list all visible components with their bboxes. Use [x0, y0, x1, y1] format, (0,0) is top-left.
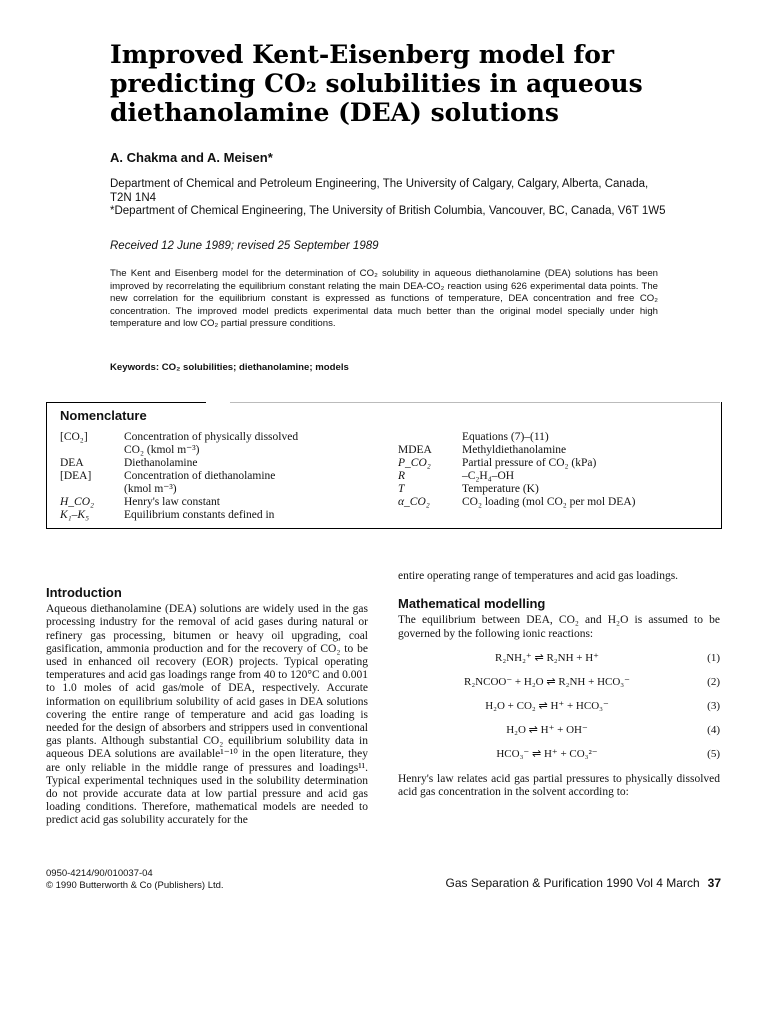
footer-left — [46, 868, 224, 892]
nomenclature-right-column — [398, 431, 716, 509]
nomenclature-entry — [60, 509, 360, 522]
nomenclature-symbol: DEA — [60, 457, 84, 469]
nomenclature-symbol — [60, 483, 124, 496]
left-column — [46, 586, 368, 828]
nomenclature-entry — [398, 431, 716, 444]
affiliations — [110, 178, 670, 219]
equation-2 — [398, 671, 720, 695]
affiliation-1: Department of Chemical and Petroleum Engineering, The University of Calgary, Calgary, Alberta, Canada, T2N 1N4 — [110, 178, 649, 204]
footer-right — [395, 876, 721, 890]
nomenclature-symbol: T — [398, 483, 405, 495]
nomenclature-entry — [398, 444, 716, 457]
paper-title: Improved Kent-Eisenberg model for predicting CO₂ solubilities in aqueous diethanolamine (DEA) solutions — [110, 40, 643, 127]
nomenclature-entry — [60, 483, 360, 496]
equation-number: (1) — [707, 652, 720, 665]
keywords — [110, 362, 349, 373]
equation-number: (3) — [707, 700, 720, 713]
introduction-heading: Introduction — [46, 585, 122, 600]
nomenclature-definition: Henry's law constant — [124, 496, 220, 508]
introduction-text: Aqueous diethanolamine (DEA) solutions are widely used in the gas processing industry for the removal of acid gases during natural or refinery gas processing, bitumen or heavy oil upgrading, coal gasification, ammonia production and for the recovery of CO₂ to be used in enhanced oil recovery (EOR) projects. Typical operating temperatures and acid gas loadings range from 40 to 120°C and 0.001 to 1.0 moles of acid gas/mole of DEA, respectively. Accurate information on equilibrium solubility of acid gases in DEA solutions covering the entire range of temperature and acid gas loading is needed for the design of absorbers and strippers used in conventional gas plants. Although substantial CO₂ equilibrium solubility data in aqueous DEA solutions are available¹⁻¹⁰ in the open literature, they are only reliable in the middle range of pressures and loadings¹¹. Typical experimental techniques used in the solubility determination do not provide accurate data at low partial pressure and acid gas loading conditions. Therefore, mathematical models are needed to predict acid gas solubility accurately for the — [46, 603, 368, 827]
nomenclature-symbol: [CO₂] — [60, 431, 88, 443]
nomenclature-definition: Equations (7)–(11) — [462, 431, 549, 443]
nomenclature-definition: Methyldiethanolamine — [462, 444, 567, 456]
equation-1 — [398, 647, 720, 671]
authors: A. Chakma and A. Meisen* — [110, 150, 273, 165]
nomenclature-definition: Equilibrium constants defined in — [124, 509, 275, 521]
received-dates: Received 12 June 1989; revised 25 September 1989 — [110, 240, 379, 252]
nomenclature-symbol — [398, 431, 462, 444]
nomenclature-definition: Concentration of physically dissolved — [124, 431, 299, 443]
equation-number: (2) — [707, 676, 720, 689]
page-number: 37 — [707, 876, 721, 890]
equation-expression: R₂NCOO⁻ + H₂O ⇌ R₂NH + HCO₃⁻ — [464, 676, 630, 689]
modelling-intro-text: The equilibrium between DEA, CO₂ and H₂O is assumed to be governed by the following ionic reactions: — [398, 614, 720, 640]
equation-number: (4) — [707, 724, 720, 737]
introduction-continued: entire operating range of temperatures and acid gas loadings. — [398, 570, 679, 582]
henry-law-text: Henry's law relates acid gas partial pressures to physically dissolved acid gas concentration in the solvent according to: — [398, 772, 720, 799]
right-column — [398, 570, 720, 799]
nomenclature-entry — [60, 457, 360, 470]
nomenclature-symbol: R — [398, 470, 406, 482]
nomenclature-entry — [60, 496, 360, 509]
nomenclature-entry — [60, 444, 360, 457]
mathematical-modelling-heading: Mathematical modelling — [398, 596, 546, 612]
nomenclature-entry — [60, 431, 360, 444]
nomenclature-symbol: α_CO₂ — [398, 496, 430, 508]
nomenclature-definition: CO₂ loading (mol CO₂ per mol DEA) — [462, 496, 636, 508]
nomenclature-entry — [398, 483, 716, 496]
nomenclature-symbol: H_CO₂ — [60, 496, 95, 508]
equation-4 — [398, 719, 720, 743]
nomenclature-symbol: MDEA — [398, 444, 432, 456]
nomenclature-symbol — [60, 444, 124, 457]
nomenclature-symbol: P_CO₂ — [398, 457, 431, 469]
copyright: © 1990 Butterworth & Co (Publishers) Ltd. — [46, 880, 224, 891]
nomenclature-definition: Diethanolamine — [124, 457, 198, 469]
equation-expression: H₂O + CO₂ ⇌ H⁺ + HCO₃⁻ — [485, 700, 609, 713]
equation-expression: HCO₃⁻ ⇌ H⁺ + CO₃²⁻ — [496, 748, 598, 761]
keywords-label: Keywords: — [110, 362, 160, 373]
abstract: The Kent and Eisenberg model for the determination of CO₂ solubility in aqueous diethanolamine (DEA) solutions has been improved by recorrelating the equilibrium constant relating the main DEA-CO₂ reaction using 626 experimental data points. The new correlation for the equilibrium constant is expressed as functions of temperature, DEA concentration and free CO₂ concentration. The improved model predicts experimental data much better than the original model specially under high temperature and low CO₂ partial pressure conditions. — [110, 268, 658, 330]
nomenclature-definition: (kmol m⁻³) — [124, 483, 177, 495]
nomenclature-definition: –C₂H₄–OH — [462, 470, 515, 482]
equation-expression: R₂NH₂⁺ ⇌ R₂NH + H⁺ — [495, 652, 599, 665]
keywords-list: CO₂ solubilities; diethanolamine; models — [161, 362, 349, 373]
nomenclature-entry — [60, 470, 360, 483]
equation-3 — [398, 695, 720, 719]
affiliation-2: *Department of Chemical Engineering, The University of British Columbia, Vancouver, BC, Canada, V6T 1W5 — [110, 205, 666, 217]
nomenclature-left-column — [60, 431, 360, 522]
nomenclature-definition: Partial pressure of CO₂ (kPa) — [462, 457, 597, 469]
nomenclature-title: Nomenclature — [60, 408, 147, 423]
nomenclature-definition: Temperature (K) — [462, 483, 539, 495]
equation-5 — [398, 743, 720, 767]
nomenclature-symbol: K₁–K₅ — [60, 509, 90, 521]
article-code: 0950-4214/90/010037-04 — [46, 868, 153, 879]
nomenclature-definition: Concentration of diethanolamine — [124, 470, 276, 482]
nomenclature-entry — [398, 470, 716, 483]
equation-number: (5) — [707, 748, 720, 761]
nomenclature-definition: CO₂ (kmol m⁻³) — [124, 444, 200, 456]
equation-expression: H₂O ⇌ H⁺ + OH⁻ — [506, 724, 588, 737]
nomenclature-entry — [398, 457, 716, 470]
nomenclature-entry — [398, 496, 716, 509]
nomenclature-symbol: [DEA] — [60, 470, 92, 482]
journal-info: Gas Separation & Purification 1990 Vol 4 March — [445, 876, 700, 890]
